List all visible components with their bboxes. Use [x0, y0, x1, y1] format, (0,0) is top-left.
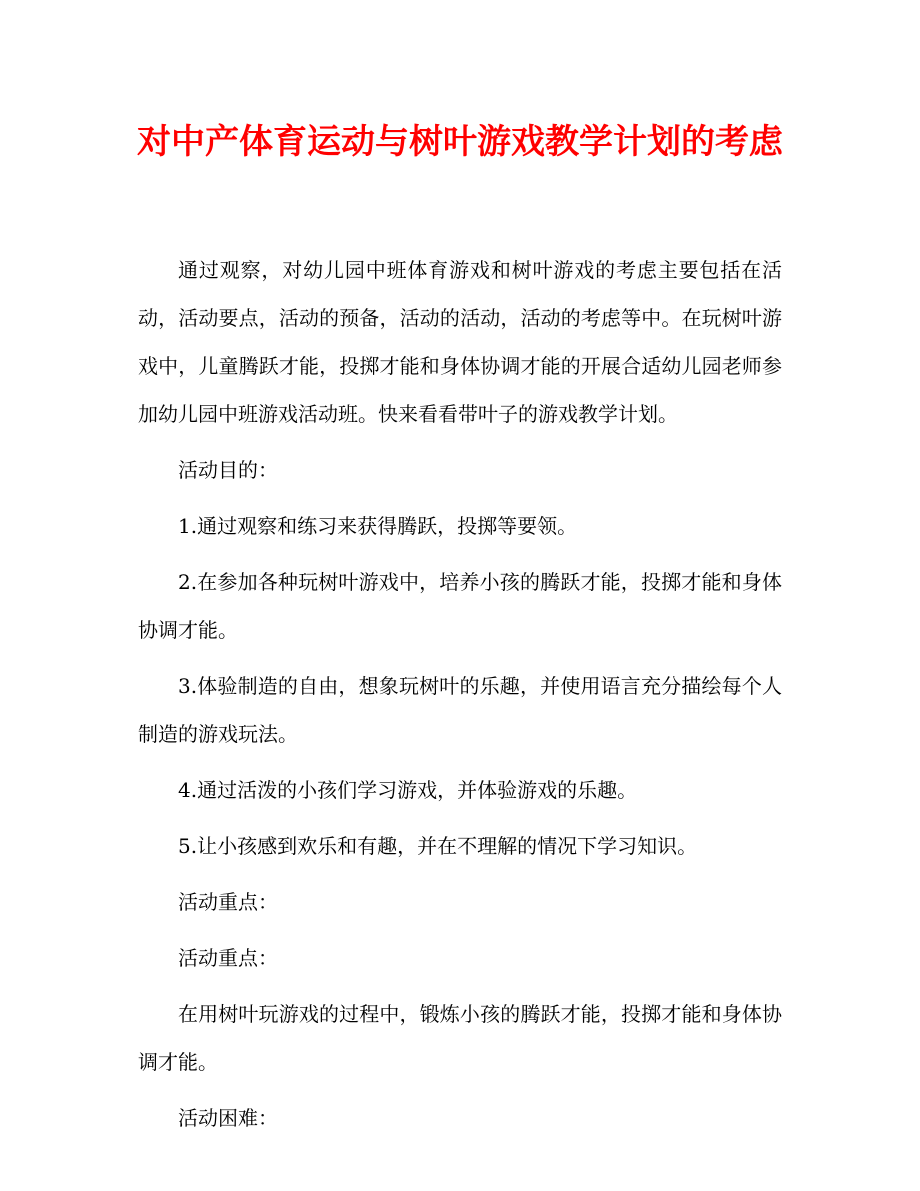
heading-activity-difficulty: 活动困难：	[178, 1106, 278, 1130]
heading-activity-focus: 活动重点：	[178, 890, 278, 914]
goal-item-2: 2.在参加各种玩树叶游戏中，培养小孩的腾跃才能，投掷才能和身体协调才能。	[138, 570, 782, 642]
heading-activity-goals: 活动目的：	[178, 458, 278, 482]
goal-item-5: 5.让小孩感到欢乐和有趣，并在不理解的情况下学习知识。	[178, 834, 698, 858]
goal-item-1: 1.通过观察和练习来获得腾跃，投掷等要领。	[178, 514, 578, 538]
goal-item-3: 3.体验制造的自由，想象玩树叶的乐趣，并使用语言充分描绘每个人制造的游戏玩法。	[138, 674, 782, 746]
goal-item-4: 4.通过活泼的小孩们学习游戏，并体验游戏的乐趣。	[178, 778, 638, 802]
paragraph-intro: 通过观察，对幼儿园中班体育游戏和树叶游戏的考虑主要包括在活动，活动要点，活动的预备，活动的活动，活动的考虑等中。在玩树叶游戏中，儿童腾跃才能，投掷才能和身体协调才能的开展合适幼儿园老师参加幼儿园中班游戏活动班。快来看看带叶子的游戏教学计划。	[138, 258, 782, 426]
heading-activity-focus-repeat: 活动重点：	[178, 946, 278, 970]
paragraph-focus-detail: 在用树叶玩游戏的过程中，锻炼小孩的腾跃才能，投掷才能和身体协调才能。	[138, 1002, 782, 1074]
document-body	[138, 246, 782, 1150]
document-title: 对中产体育运动与树叶游戏教学计划的考虑	[137, 122, 783, 162]
